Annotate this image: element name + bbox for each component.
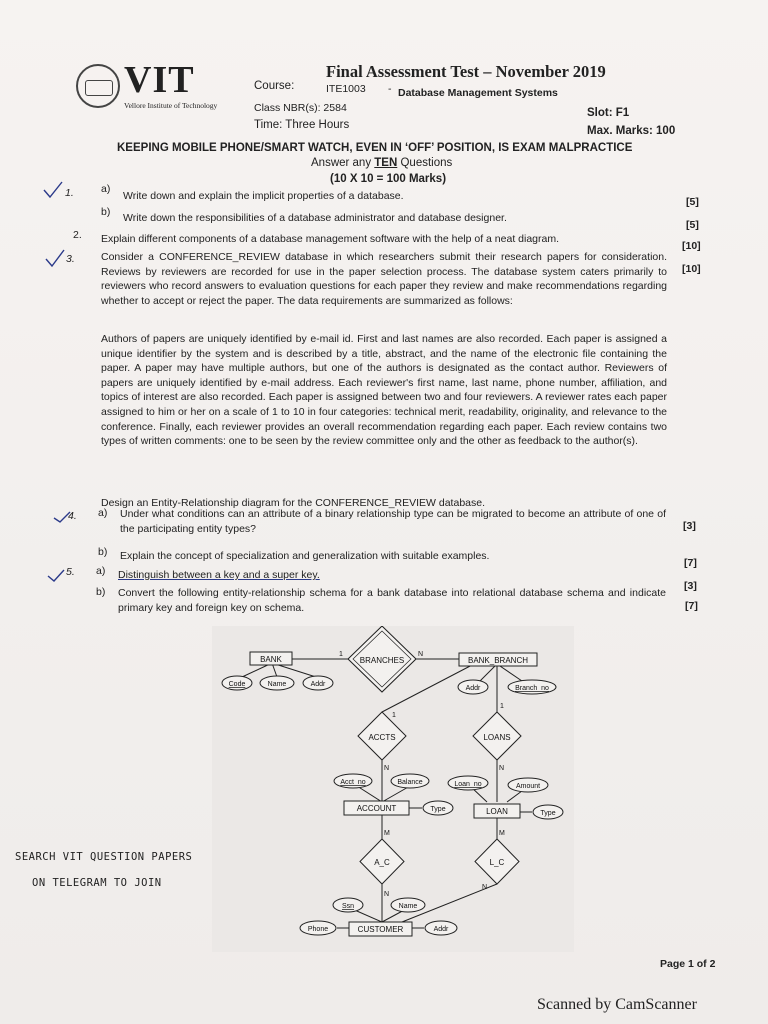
relationship-branches: BRANCHES xyxy=(359,656,405,665)
q1b-label: b) xyxy=(101,206,111,218)
handwritten-note-line-2: ON TELEGRAM TO JOIN xyxy=(32,877,162,889)
q5b-text: Convert the following entity-relationship schema for a bank database into relational database schema and indicate primary key and foreign key on schema. xyxy=(118,587,666,614)
relationship-l-c: L_C xyxy=(489,858,505,867)
page-number: Page 1 of 2 xyxy=(660,958,716,970)
entity-account: ACCOUNT xyxy=(356,804,397,813)
entity-customer: CUSTOMER xyxy=(357,925,404,934)
tick-mark-icon xyxy=(46,250,64,266)
tick-mark-icon xyxy=(44,182,62,197)
relationship-a-c: A_C xyxy=(374,858,390,867)
exam-title: Final Assessment Test – November 2019 xyxy=(326,62,606,81)
card-ac-account: M xyxy=(384,830,390,837)
q2-marks: [10] xyxy=(682,240,701,252)
relationship-loans: LOANS xyxy=(483,733,511,742)
exam-time: Time: Three Hours xyxy=(254,119,350,131)
card-branches-bank: 1 xyxy=(339,651,343,658)
relationship-accts: ACCTS xyxy=(368,733,396,742)
q5-number: 5. xyxy=(66,566,75,578)
q5b-label: b) xyxy=(96,586,106,598)
scanner-watermark: Scanned by CamScanner xyxy=(537,996,697,1013)
max-marks: Max. Marks: 100 xyxy=(587,125,676,137)
q1a-label: a) xyxy=(101,183,111,195)
vit-logo-subtitle: Vellore Institute of Technology xyxy=(124,101,218,110)
q1a-marks: [5] xyxy=(686,196,699,208)
q3-paragraph-2: Authors of papers are uniquely identified by e-mail id. First and last names are also recorded. Each paper is assigned a unique identifier by the system and is described by a title, abstract, and the name of the electronic file containing the paper. A paper may have multiple authors, but one of the authors is designated as the contact author. Reviewers of papers are uniquely identified by e-mail address. Each reviewer's first name, last name, phone number, affiliation, and topics of interest are also recorded. Each paper is assigned between two and four reviewers. A reviewer rates each paper assigned to him or her on a scale of 1 to 10 in four categories: technical merit, readability, originality, and relevance to the conference. Finally, each reviewer provides an overall recommendation regarding each paper. Each review contains two types of written comments: one to be seen by the review committee only and the other as feedback to the author(s). xyxy=(101,333,667,448)
q1b-marks: [5] xyxy=(686,219,699,231)
entity-loan: LOAN xyxy=(486,807,508,816)
q4a-label: a) xyxy=(98,507,108,519)
tick-mark-icon xyxy=(54,512,70,522)
q1a-text: Write down and explain the implicit properties of a database. xyxy=(123,190,404,202)
card-lc-loan: M xyxy=(499,830,505,837)
course-code: ITE1003 xyxy=(326,83,366,95)
q1b-text: Write down the responsibilities of a database administrator and database designer. xyxy=(123,212,507,224)
course-dash: - xyxy=(388,83,392,95)
card-accts-account: N xyxy=(384,765,390,772)
tick-mark-icon xyxy=(48,570,64,581)
tick-marks xyxy=(40,178,80,598)
course-name: Database Management Systems xyxy=(398,87,558,99)
q3-paragraph-1: Consider a CONFERENCE_REVIEW database in which researchers submit their research papers for consideration. Reviews by reviewers are recorded for use in the paper selection process. The database system caters primarily to reviewers who record answers to evaluation questions for each paper they review and make recommendations regarding whether to accept or reject the paper. The data requirements are summarized as follows: xyxy=(101,251,667,307)
attr-cust-addr: Addr xyxy=(433,926,449,933)
entity-bank-branch: BANK_BRANCH xyxy=(467,656,529,665)
answer-instruction: Answer any TEN Questions xyxy=(311,157,453,169)
attr-code: Code xyxy=(228,681,246,688)
vit-seal-icon xyxy=(76,64,120,108)
attr-branch-addr: Addr xyxy=(465,685,481,692)
card-loans-loan: N xyxy=(499,765,505,772)
attr-amount: Amount xyxy=(515,783,541,790)
vit-logo: VIT xyxy=(124,59,195,101)
slot: Slot: F1 xyxy=(587,107,630,119)
entity-bank: BANK xyxy=(260,655,282,664)
handwritten-note-line-1: SEARCH VIT QUESTION PAPERS xyxy=(15,851,193,863)
q5a-label: a) xyxy=(96,565,106,577)
attr-acct-type: Type xyxy=(430,806,446,813)
attr-loan-no: Loan_no xyxy=(454,781,482,788)
q2-text: Explain different components of a database management software with the help of a neat diagram. xyxy=(101,233,560,245)
card-loans-branch: 1 xyxy=(500,703,504,710)
q4b-marks: [7] xyxy=(684,557,697,569)
q4a-text: Under what conditions can an attribute of a binary relationship type can be migrated to become an attribute of one of the participating entity types? xyxy=(120,508,666,535)
marks-formula: (10 X 10 = 100 Marks) xyxy=(330,173,447,185)
q1-number: 1. xyxy=(65,187,74,199)
q3-number: 3. xyxy=(66,253,75,265)
q5a-marks: [3] xyxy=(684,580,697,592)
q4-number: 4. xyxy=(68,510,77,522)
card-branches-branch: N xyxy=(418,651,424,658)
course-label: Course: xyxy=(254,80,295,92)
card-ac-customer: N xyxy=(384,891,390,898)
attr-acct-no: Acct_no xyxy=(340,779,366,786)
er-diagram xyxy=(212,626,574,952)
attr-name: Name xyxy=(267,681,287,688)
q2-number: 2. xyxy=(73,229,82,241)
q3-marks: [10] xyxy=(682,263,701,275)
q4b-text: Explain the concept of specialization and generalization with suitable examples. xyxy=(120,550,490,562)
q4b-label: b) xyxy=(98,546,108,558)
attr-cust-name: Name xyxy=(398,903,418,910)
attr-branch-no: Branch_no xyxy=(515,685,549,692)
card-accts-branch: 1 xyxy=(392,712,396,719)
q5b-marks: [7] xyxy=(685,600,698,612)
attr-phone: Phone xyxy=(307,926,329,933)
attr-addr: Addr xyxy=(310,681,326,688)
q5a-text: Distinguish between a key and a super key. xyxy=(118,569,320,581)
malpractice-warning: KEEPING MOBILE PHONE/SMART WATCH, EVEN IN ‘OFF’ POSITION, IS EXAM MALPRACTICE xyxy=(117,142,633,154)
q3-paragraph-3: Design an Entity-Relationship diagram for the CONFERENCE_REVIEW database. xyxy=(101,497,485,509)
card-lc-customer: N xyxy=(482,884,488,891)
attr-loan-type: Type xyxy=(540,810,556,817)
attr-balance: Balance xyxy=(397,779,423,786)
q4a-marks: [3] xyxy=(683,520,696,532)
attr-ssn: Ssn xyxy=(341,903,355,910)
class-nbr: Class NBR(s): 2584 xyxy=(254,102,347,114)
